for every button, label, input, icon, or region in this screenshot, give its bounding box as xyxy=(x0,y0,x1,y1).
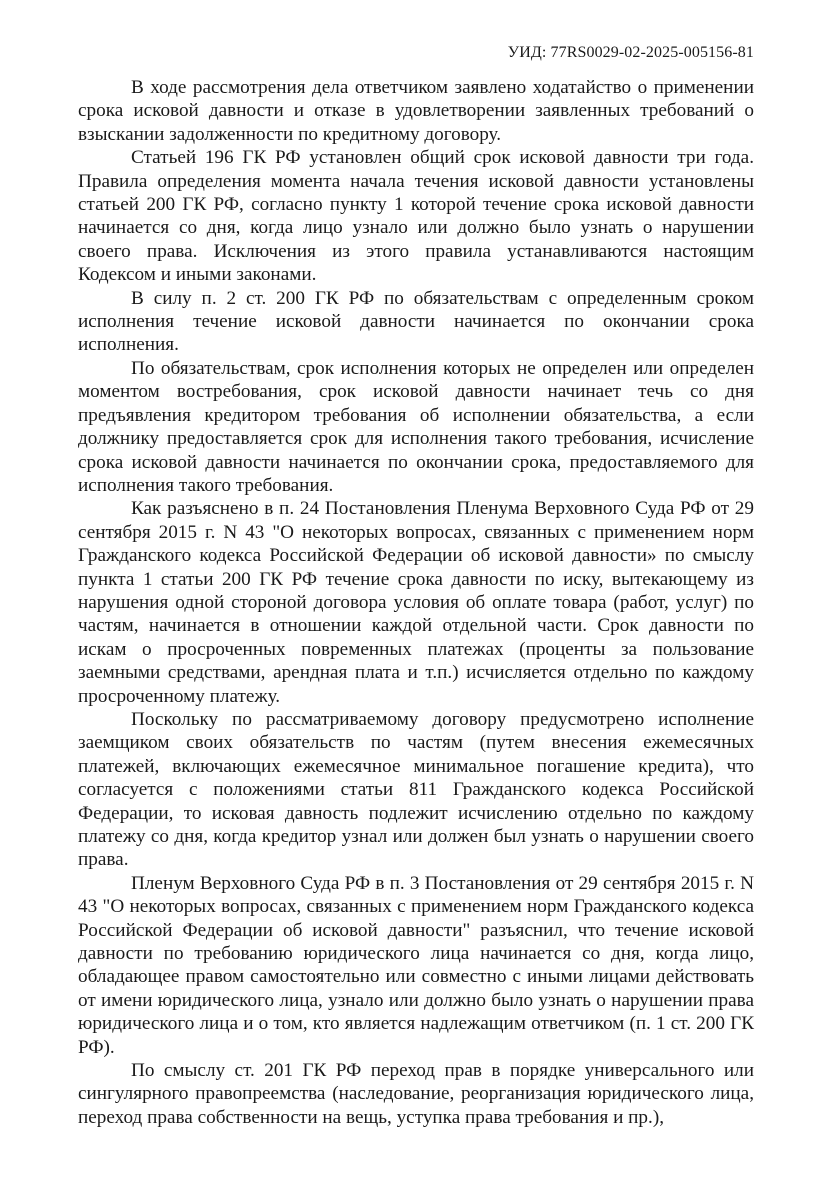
paragraph: В ходе рассмотрения дела ответчиком заявлено ходатайство о применении срока исковой давности и отказе в удовлетворении заявленных требований о взыскании задолженности по кредитному договору. xyxy=(78,77,754,145)
paragraph: Как разъяснено в п. 24 Постановления Пленума Верховного Суда РФ от 29 сентября 2015 г. N 43 "О некоторых вопросах, связанных с применением норм Гражданского кодекса Российской Федерации об исковой давности» по смыслу пункта 1 статьи 200 ГК РФ течение срока давности по иску, вытекающему из нарушения одной стороной договора условия об оплате товара (работ, услуг) по частям, начинается в отношении каждой отдельной части. Срок давности по искам о просроченных повременных платежах (проценты за пользование заемными средствами, арендная плата и т.п.) исчисляется отдельно по каждому просроченному платежу. xyxy=(78,498,754,707)
paragraph: Статьей 196 ГК РФ установлен общий срок исковой давности три года. Правила определения момента начала течения исковой давности установлены статьей 200 ГК РФ, согласно пункту 1 которой течение срока исковой давности начинается со дня, когда лицо узнало или должно было узнать о нарушении своего права. Исключения из этого правила устанавливаются настоящим Кодексом и иными законами. xyxy=(78,147,754,286)
case-uid: УИД: 77RS0029-02-2025-005156-81 xyxy=(507,44,754,61)
paragraph: Пленум Верховного Суда РФ в п. 3 Постановления от 29 сентября 2015 г. N 43 "О некоторых вопросах, связанных с применением норм Гражданского кодекса Российской Федерации об исковой давности" разъяснил, что течение исковой давности по требованию юридического лица начинается со дня, когда лицо, обладающее правом самостоятельно или совместно с иными лицами действовать от имени юридического лица, узнало или должно было узнать о нарушении права юридического лица и о том, кто является надлежащим ответчиком (п. 1 ст. 200 ГК РФ). xyxy=(78,872,754,1058)
paragraph: По обязательствам, срок исполнения которых не определен или определен моментом востребования, срок исковой давности начинает течь со дня предъявления кредитором требования об исполнении обязательства, а если должнику предоставляется срок для исполнения такого требования, исчисление срока исковой давности начинается по окончании срока, предоставляемого для исполнения такого требования. xyxy=(78,357,754,496)
paragraph: По смыслу ст. 201 ГК РФ переход прав в порядке универсального или сингулярного правопреемства (наследование, реорганизация юридического лица, переход права собственности на вещь, уступка права требования и пр.), xyxy=(78,1060,754,1128)
document-body xyxy=(78,76,754,1129)
paragraph: В силу п. 2 ст. 200 ГК РФ по обязательствам с определенным сроком исполнения течение исковой давности начинается по окончании срока исполнения. xyxy=(78,287,754,356)
paragraph: Поскольку по рассматриваемому договору предусмотрено исполнение заемщиком своих обязательств по частям (путем внесения ежемесячных платежей, включающих ежемесячное минимальное погашение кредита), что согласуется с положениями статьи 811 Гражданского кодекса Российской Федерации, то исковая давность подлежит исчислению отдельно по каждому платежу со дня, когда кредитор узнал или должен был узнать о нарушении своего права. xyxy=(78,708,754,871)
